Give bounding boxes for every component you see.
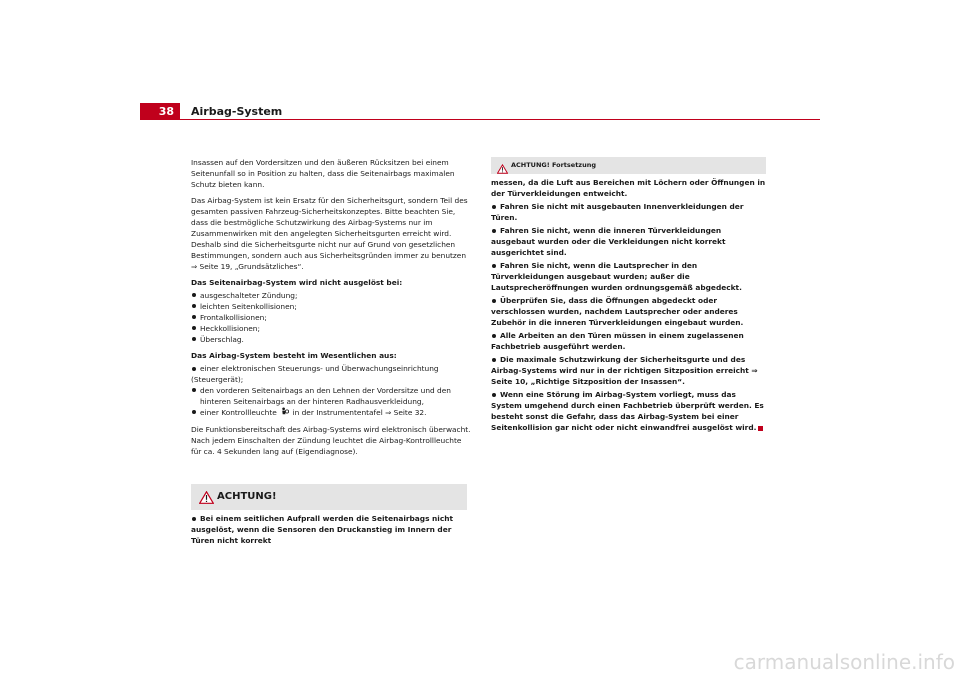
list-item-text-pre: einer Kontrollleuchte [200,408,277,417]
warning-box [191,484,467,550]
page-number: 38 [140,103,180,120]
list-item: ausgeschalteter Zündung; [191,290,473,301]
warning-continued-box [491,157,766,435]
left-column [191,157,473,462]
warning-item: Fahren Sie nicht, wenn die Lautsprecher in den Türverkleidungen ausgebaut wurden; außer die Lautsprecheröffnungen wurden ordnungsgemäß abgedeckt. [491,261,742,292]
list-item: Überschlag. [191,334,473,345]
warning-triangle-icon [497,159,508,178]
paragraph-intro: Insassen auf den Vordersitzen und den äußeren Rücksitzen bei einem Seitenunfall so in Position zu halten, dass die Seitenairbags maximalen Schutz bieten kann. [191,158,455,189]
section-title: Airbag-System [191,105,283,118]
warning-label: ACHTUNG! [217,491,277,502]
paragraph-diagnosis: Die Funktionsbereitschaft des Airbag-Systems wird elektronisch überwacht. Nach jedem Einschalten der Zündung leuchtet die Airbag-Kontrollleuchte für ca. 4 Sekunden lang auf (Eigendiagnose). [191,425,471,456]
warning-item: Überprüfen Sie, dass die Öffnungen abgedeckt oder verschlossen wurden, nachdem Lautsprecher oder anderes Zubehör in die inneren Türverkleidungen eingebaut wurden. [491,296,744,327]
warning-body [191,510,467,550]
list-item: leichten Seitenkollisionen; [191,301,473,312]
list-item: den vorderen Seitenairbags an den Lehnen der Vordersitze und den hinteren Seitenairbags an der hinteren Radhausverkleidung, [191,385,473,407]
warning-item: Alle Arbeiten an den Türen müssen in einem zugelassenen Fachbetrieb ausgeführt werden. [491,331,744,351]
watermark: carmanualsonline.info [733,650,955,674]
warning-header [191,484,467,510]
list-item: Heckkollisionen; [191,323,473,334]
heading-components: Das Airbag-System besteht im Wesentlichen aus: [191,351,397,360]
warning-item: Bei einem seitlichen Aufprall werden die Seitenairbags nicht ausgelöst, wenn die Sensoren den Druckanstieg im Innern der Türen nicht korrekt [191,514,454,545]
warning-item: Fahren Sie nicht mit ausgebauten Innenverkleidungen der Türen. [491,202,744,222]
list-not-triggered [191,290,473,345]
section-end-mark [758,426,763,431]
list-item [191,407,473,419]
warning-item: Fahren Sie nicht, wenn die inneren Türverkleidungen ausgebaut wurden oder die Verkleidungen nicht korrekt ausgerichtet sind. [491,226,726,257]
airbag-warning-lamp-icon [280,407,289,419]
warning-item: Die maximale Schutzwirkung der Sicherheitsgurte und des Airbag-Systems wird nur in der richtigen Sitzposition erreicht ⇒ Seite 10, „Richtige Sitzposition der Insassen“. [491,355,758,386]
header-rule [180,119,820,120]
warning-item: Wenn eine Störung im Airbag-System vorliegt, muss das System umgehend durch einen Fachbetrieb überprüft werden. Es besteht sonst die Gefahr, dass das Airbag-System bei einer Seitenkollision gar nicht oder nicht einwandfrei ausgelöst wird. [491,390,764,432]
warning-continued-header [491,157,766,174]
list-components [191,363,473,419]
paragraph-seatbelt: Das Airbag-System ist kein Ersatz für den Sicherheitsgurt, sondern Teil des gesamten passiven Fahrzeug-Sicherheitskonzeptes. Bitte beachten Sie, dass die bestmögliche Schutzwirkung des Airbag-Systems nur im Zusammenwirken mit den angelegten Sicherheitsgurten erreicht wird. Deshalb sind die Sicherheitsgurte nicht nur auf Grund von gesetzlichen Bestimmungen, sondern auch aus Sicherheitsgründen immer zu benutzen ⇒ Seite 19, „Grundsätzliches“. [191,196,468,271]
list-item: Frontalkollisionen; [191,312,473,323]
warning-continued-body [491,174,766,433]
warning-triangle-icon [199,489,214,508]
warning-intro: messen, da die Luft aus Bereichen mit Löchern oder Öffnungen in der Türverkleidungen entweicht. [491,178,766,198]
list-item: einer elektronischen Steuerungs- und Überwachungseinrichtung (Steuergerät); [191,363,473,385]
heading-not-triggered: Das Seitenairbag-System wird nicht ausgelöst bei: [191,278,403,287]
warning-continued-label: ACHTUNG! Fortsetzung [511,161,596,169]
list-item-text-post: in der Instrumententafel ⇒ Seite 32. [292,408,427,417]
